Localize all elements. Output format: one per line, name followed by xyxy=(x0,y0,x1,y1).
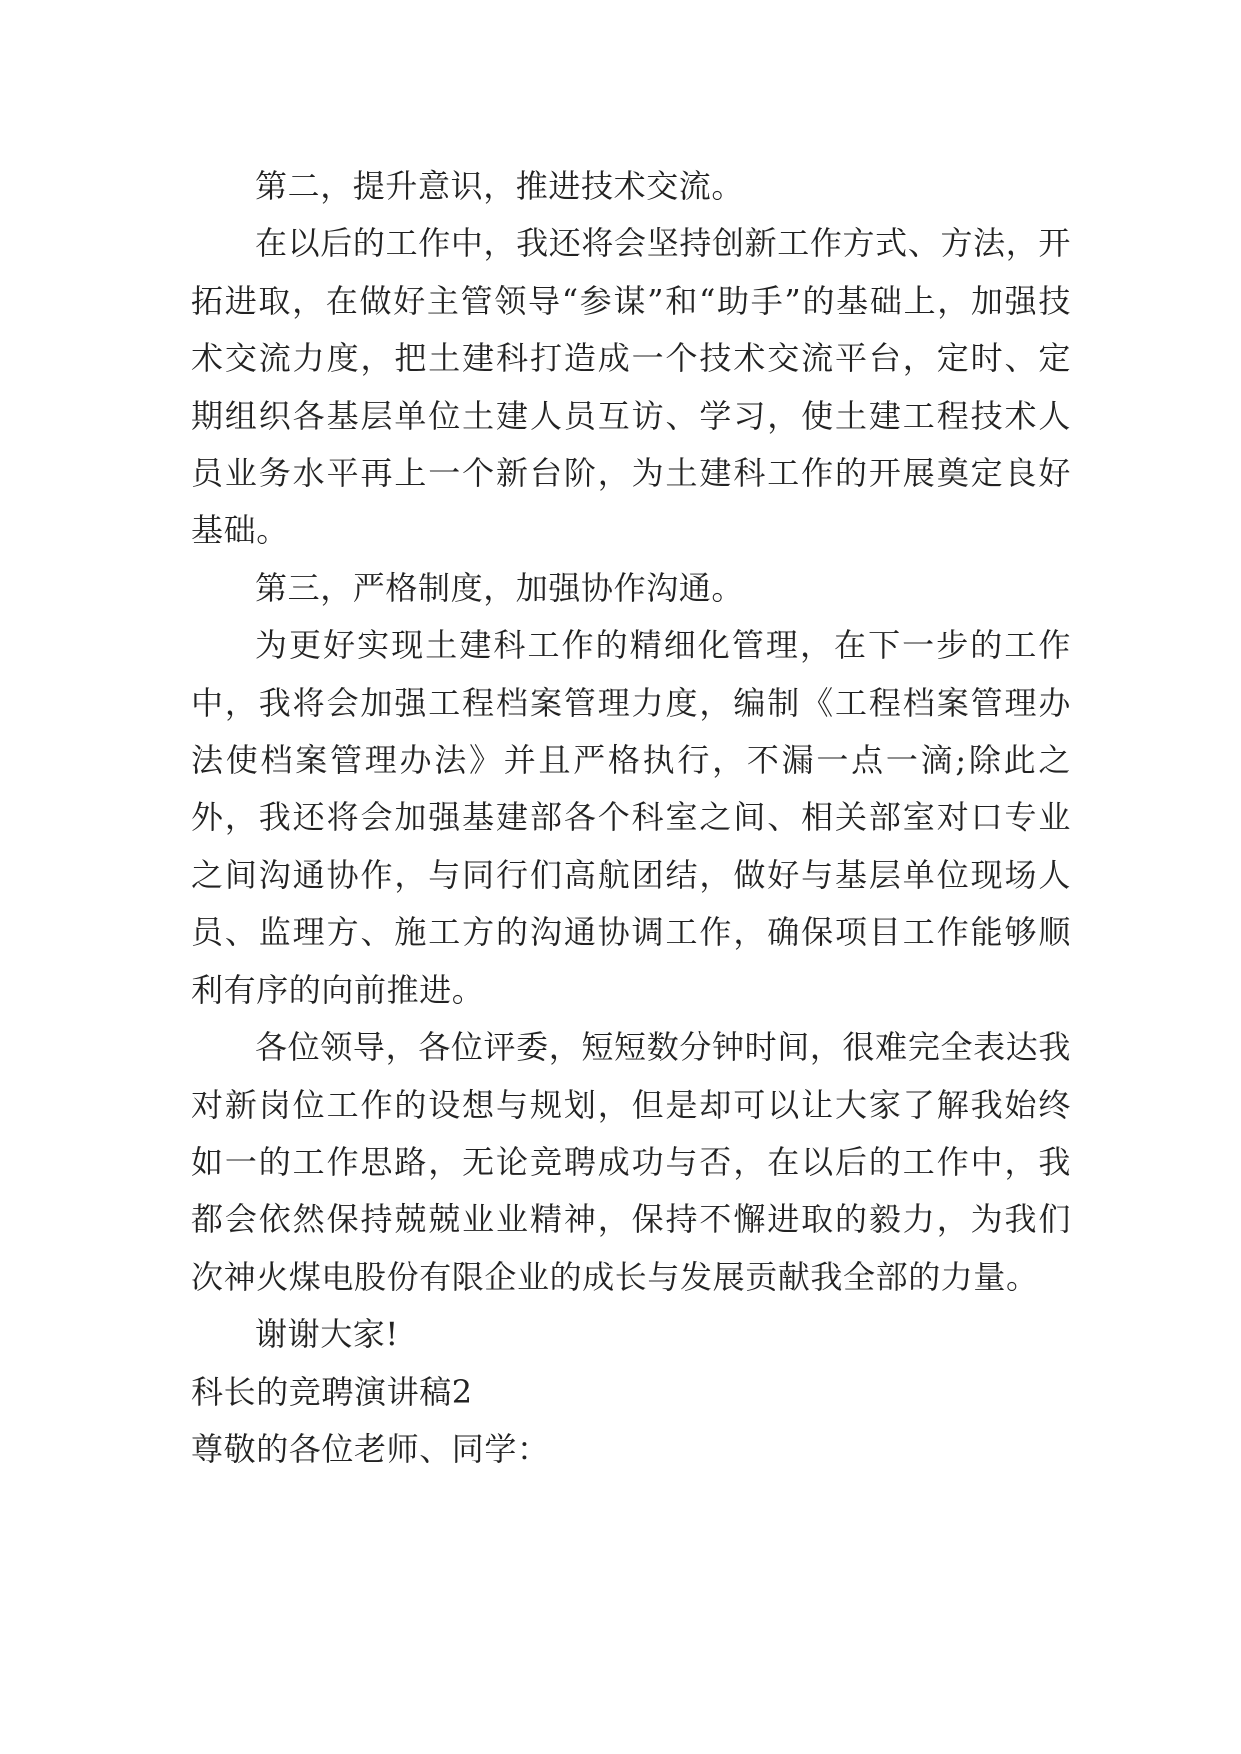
paragraph-technical-exchange: 在以后的工作中，我还将会坚持创新工作方式、方法，开拓进取，在做好主管领导“参谋”和“助手”的基础上，加强技术交流力度，把土建科打造成一个技术交流平台，定时、定期组织各基层单位土建人员互访、学习，使土建工程技术人员业务水平再上一个新台阶，为土建科工作的开展奠定良好基础。 xyxy=(191,224,1071,550)
document-body xyxy=(191,158,1071,1478)
paragraph-thanks: 谢谢大家! xyxy=(255,1315,399,1354)
paragraph-heading-third-point: 第三，严格制度，加强协作沟通。 xyxy=(255,568,745,607)
paragraph-heading-second-point: 第二，提升意识，推进技术交流。 xyxy=(255,167,745,205)
section-title: 科长的竞聘演讲稿2 xyxy=(191,1372,473,1411)
paragraph-closing-remarks: 各位领导，各位评委，短短数分钟时间，很难完全表达我对新岗位工作的设想与规划，但是却可以让大家了解我始终如一的工作思路，无论竞聘成功与否，在以后的工作中，我都会依然保持兢兢业业精神，保持不懈进取的毅力，为我们次神火煤电股份有限企业的成长与发展贡献我全部的力量。 xyxy=(191,1028,1071,1296)
salutation: 尊敬的各位老师、同学： xyxy=(191,1429,550,1468)
paragraph-archive-management: 为更好实现土建科工作的精细化管理，在下一步的工作中，我将会加强工程档案管理力度，编制《工程档案管理办法使档案管理办法》并且严格执行，不漏一点一滴;除此之外，我还将会加强基建部各个科室之间、相关部室对口专业之间沟通协作，与同行们高航团结，做好与基层单位现场人员、监理方、施工方的沟通协调工作，确保项目工作能够顺利有序的向前推进。 xyxy=(191,626,1071,1009)
